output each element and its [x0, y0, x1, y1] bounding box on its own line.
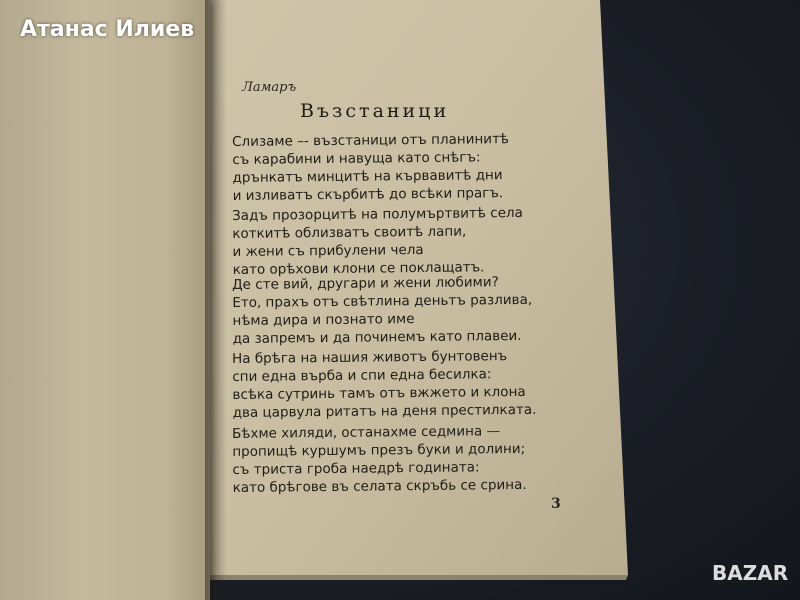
poem-line: съ карабини и навуща като снѣгъ: — [232, 149, 481, 168]
stanza-4 — [232, 347, 536, 422]
poem-line: два царвула ритатъ на деня престилката. — [232, 401, 537, 421]
poem-line: Ето, прахъ отъ свѣтлина деньтъ разлива, — [232, 291, 533, 311]
watermark-text: Атанас Илиев — [20, 17, 195, 42]
bazar-logo: BAZAR — [712, 561, 789, 585]
poem-title: Възстаници — [300, 100, 450, 122]
poem-line: и жени съ прибулени чела — [232, 241, 424, 260]
poem-line: нѣма дира и познато име — [232, 311, 415, 329]
poem-line: като брѣгове въ селата скръбь се срина. — [232, 476, 527, 496]
poem-line: коткитѣ облизватъ своитѣ лапи, — [232, 223, 467, 242]
poem-line: спи една върба и спи една бесилка: — [232, 366, 492, 385]
poem-line: да запремъ и да починемъ като плавеи. — [232, 327, 522, 347]
stanza-5 — [232, 422, 527, 497]
poem-line: дрънкатъ минцитѣ на кървавитѣ дни — [232, 167, 503, 186]
poem-line: Де сте вий, другари и жени любими? — [232, 274, 499, 293]
left-page — [0, 0, 210, 600]
poem-line: като орѣхови клони се поклащатъ. — [232, 259, 485, 278]
poem-line: и изливатъ скърбитѣ до всѣки прагъ. — [232, 185, 504, 204]
poem-line: Слизаме –- възстаници отъ планинитѣ — [232, 131, 510, 150]
stanza-2 — [232, 204, 524, 279]
stanza-1 — [232, 130, 510, 205]
poem-line: съ триста гроба наедрѣ годината: — [232, 459, 480, 478]
poem-line: Бѣхме хиляди, останахме седмина — — [232, 423, 501, 442]
book-gutter — [205, 0, 227, 600]
poem-line: На брѣга на нашия животъ бунтовенъ — [232, 348, 508, 367]
poem-line: Задъ прозорцитѣ на полумъртвитѣ села — [232, 204, 523, 224]
poem-line: всѣка сутринь тамъ отъ вжжето и клона — [232, 383, 526, 403]
page-number: 3 — [551, 496, 561, 512]
poem-author: Ламаръ — [242, 80, 297, 95]
stanza-3 — [232, 273, 533, 348]
poem-line: пропищѣ куршумъ презъ буки и долини; — [232, 440, 526, 460]
